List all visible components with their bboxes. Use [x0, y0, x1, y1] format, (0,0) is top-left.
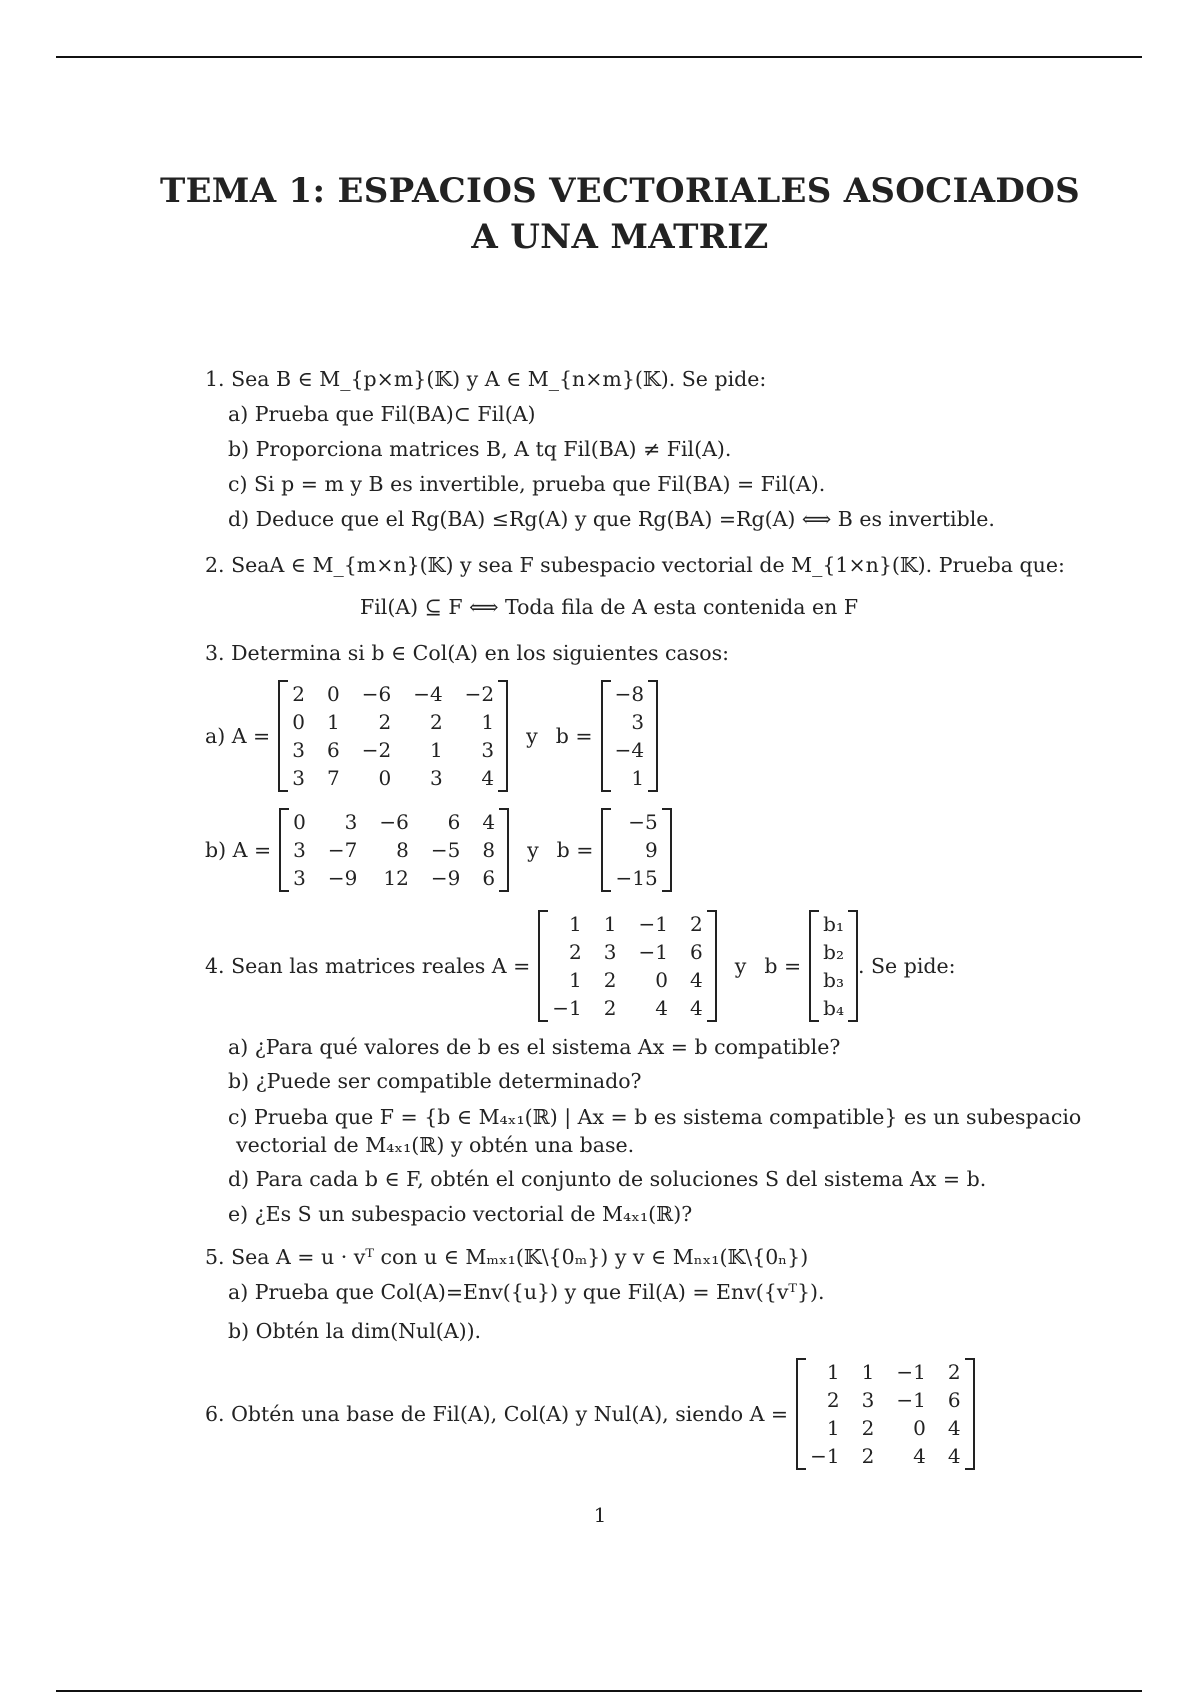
title-line-2: A UNA MATRIZ	[471, 217, 769, 257]
matrix-cell: 2	[569, 940, 582, 964]
matrix-cell: 6	[690, 940, 703, 964]
ex3-b-matrix-A	[279, 808, 509, 892]
matrix-cell: 8	[396, 838, 409, 862]
matrix-cell: 1	[326, 710, 340, 734]
matrix-cell: 1	[481, 710, 495, 734]
ex5-stem: 5. Sea A = u · vᵀ con u ∈ Mₘₓ₁(𝕂\{0ₘ}) y v ∈ Mₙₓ₁(𝕂\{0ₙ})	[205, 1245, 809, 1269]
ex3-b-vector-b	[601, 808, 671, 892]
matrix-cell: 2	[861, 1444, 875, 1468]
matrix-cell: 2	[947, 1360, 961, 1384]
matrix-cell: 0	[326, 682, 340, 706]
matrix-cell: 7	[326, 766, 340, 790]
ex5-b: b) Obtén la dim(Nul(A)).	[228, 1319, 482, 1343]
matrix-cell: −5	[628, 810, 658, 834]
matrix-cell: 6	[326, 738, 340, 762]
matrix-cell: 12	[383, 866, 409, 890]
matrix-cell: 4	[947, 1416, 961, 1440]
ex2-stem: 2. SeaA ∈ M_{m×n}(𝕂) y sea F subespacio vectorial de M_{1×n}(𝕂). Prueba que:	[205, 553, 1065, 577]
matrix-cell: 3	[344, 810, 358, 834]
matrix-cell: 3	[603, 940, 617, 964]
matrix-cell: b₁	[823, 912, 844, 936]
matrix-cell: −1	[896, 1360, 926, 1384]
matrix-cell: b₂	[823, 940, 844, 964]
top-rule	[56, 56, 1142, 58]
ex4-connector: y	[734, 954, 747, 978]
matrix-cell: 4	[481, 766, 495, 790]
matrix-cell: 1	[826, 1360, 840, 1384]
matrix-cell: 6	[947, 1388, 961, 1412]
matrix-cell: 4	[482, 810, 496, 834]
ex4-row	[205, 910, 956, 1022]
matrix-cell: 0	[655, 968, 668, 992]
bottom-rule	[56, 1690, 1142, 1692]
matrix-cell: b₃	[823, 968, 844, 992]
matrix-cell: 1	[631, 766, 645, 790]
matrix-cell: 4	[690, 968, 703, 992]
matrix-cell: −4	[614, 738, 645, 762]
matrix-cell: −1	[810, 1444, 840, 1468]
matrix-cell: 0	[378, 766, 392, 790]
matrix-cell: b₄	[823, 996, 844, 1020]
ex4-d: d) Para cada b ∈ F, obtén el conjunto de soluciones S del sistema Ax = b.	[228, 1167, 987, 1191]
matrix-cell: 1	[603, 912, 617, 936]
ex4-c-line1: c) Prueba que F = {b ∈ M₄ₓ₁(ℝ) | Ax = b es sistema compatible} es un subespacio	[228, 1105, 1082, 1129]
title-line-1: TEMA 1: ESPACIOS VECTORIALES ASOCIADOS	[159, 171, 1080, 211]
matrix-cell: 9	[644, 838, 658, 862]
matrix-cell: −9	[327, 866, 358, 890]
ex3-a-label: a) A =	[205, 724, 271, 748]
matrix-cell: 4	[947, 1444, 961, 1468]
matrix-cell: 4	[655, 996, 668, 1020]
matrix-cell: 1	[861, 1360, 875, 1384]
matrix-cell: 3	[292, 766, 305, 790]
ex1-stem: 1. Sea B ∈ M_{p×m}(𝕂) y A ∈ M_{n×m}(𝕂). Se pide:	[205, 367, 767, 391]
matrix-cell: 4	[690, 996, 703, 1020]
ex4-matrix-A	[538, 910, 716, 1022]
matrix-cell: 3	[481, 738, 495, 762]
ex3-b-connector: y	[527, 838, 539, 862]
matrix-cell: 3	[631, 710, 645, 734]
ex5-a: a) Prueba que Col(A)=Env({u}) y que Fil(A) = Env({vᵀ}).	[228, 1280, 825, 1304]
matrix-cell: 0	[293, 810, 306, 834]
matrix-cell: 8	[482, 838, 496, 862]
page-number: 1	[593, 1503, 607, 1527]
ex3-a-connector: y	[526, 724, 538, 748]
matrix-cell: 3	[293, 866, 306, 890]
matrix-cell: 6	[447, 810, 461, 834]
matrix-cell: 1	[826, 1416, 840, 1440]
matrix-cell: 2	[378, 710, 392, 734]
matrix-cell: −7	[327, 838, 358, 862]
ex6-row	[205, 1358, 975, 1470]
ex2-display: Fil(A) ⊆ F ⟺ Toda fila de A esta contenida en F	[360, 595, 859, 619]
ex3-b-row	[205, 808, 672, 892]
matrix-cell: 2	[861, 1416, 875, 1440]
matrix-cell: 3	[292, 738, 305, 762]
ex4-b-eq: b =	[764, 954, 802, 978]
matrix-cell: −1	[638, 912, 668, 936]
matrix-cell: 6	[482, 866, 496, 890]
ex3-a-b-eq: b =	[555, 724, 593, 748]
matrix-cell: 1	[569, 912, 582, 936]
page-title	[140, 168, 1100, 260]
matrix-cell: −1	[896, 1388, 926, 1412]
matrix-cell: −4	[413, 682, 443, 706]
matrix-cell: 0	[292, 710, 305, 734]
ex4-vector-b	[809, 910, 858, 1022]
matrix-cell: −8	[614, 682, 645, 706]
ex3-stem: 3. Determina si b ∈ Col(A) en los siguientes casos:	[205, 641, 730, 665]
matrix-cell: 2	[292, 682, 305, 706]
ex1-c: c) Si p = m y B es invertible, prueba que Fil(BA) = Fil(A).	[228, 472, 826, 496]
matrix-cell: 3	[429, 766, 443, 790]
matrix-cell: 0	[913, 1416, 926, 1440]
matrix-cell: −2	[464, 682, 495, 706]
matrix-cell: −1	[638, 940, 668, 964]
matrix-cell: −1	[552, 996, 582, 1020]
ex1-b: b) Proporciona matrices B, A tq Fil(BA) ≠ Fil(A).	[228, 437, 732, 461]
ex3-a-matrix-A	[278, 680, 508, 792]
ex3-b-b-eq: b =	[556, 838, 594, 862]
matrix-cell: −6	[361, 682, 392, 706]
matrix-cell: 4	[913, 1444, 926, 1468]
ex4-tail: . Se pide:	[857, 954, 956, 978]
matrix-cell: 2	[690, 912, 703, 936]
matrix-cell: 2	[429, 710, 443, 734]
matrix-cell: −5	[430, 838, 461, 862]
ex3-a-vector-b	[601, 680, 658, 792]
ex1-d: d) Deduce que el Rg(BA) ≤Rg(A) y que Rg(BA) =Rg(A) ⟺ B es invertible.	[228, 507, 995, 531]
matrix-cell: 1	[569, 968, 582, 992]
ex3-b-label: b) A =	[205, 838, 272, 862]
matrix-cell: −15	[615, 866, 658, 890]
ex1-a: a) Prueba que Fil(BA)⊂ Fil(A)	[228, 402, 536, 426]
matrix-cell: 2	[826, 1388, 840, 1412]
ex6-matrix-A	[796, 1358, 974, 1470]
matrix-cell: −2	[361, 738, 392, 762]
matrix-cell: 3	[861, 1388, 875, 1412]
matrix-cell: 2	[603, 996, 617, 1020]
matrix-cell: −6	[379, 810, 409, 834]
ex4-c-line2: vectorial de M₄ₓ₁(ℝ) y obtén una base.	[236, 1133, 635, 1157]
matrix-cell: 2	[603, 968, 617, 992]
matrix-cell: 3	[293, 838, 306, 862]
matrix-cell: −9	[430, 866, 461, 890]
ex6-stem: 6. Obtén una base de Fil(A), Col(A) y Nul(A), siendo A =	[205, 1402, 789, 1426]
ex4-e: e) ¿Es S un subespacio vectorial de M₄ₓ₁(ℝ)?	[228, 1202, 693, 1226]
matrix-cell: 1	[429, 738, 443, 762]
ex4-stem: 4. Sean las matrices reales A =	[205, 954, 531, 978]
ex3-a-row	[205, 680, 658, 792]
ex4-b: b) ¿Puede ser compatible determinado?	[228, 1069, 642, 1093]
ex4-a: a) ¿Para qué valores de b es el sistema Ax = b compatible?	[228, 1035, 841, 1059]
